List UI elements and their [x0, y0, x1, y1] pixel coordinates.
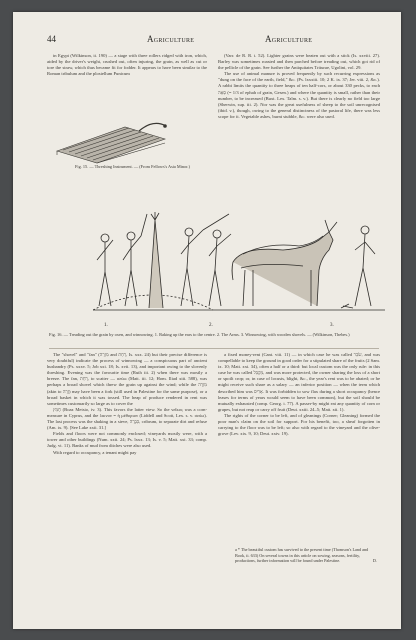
paragraph: in Egypt (Wilkinson, ii. 190) — a stage with three rollers ridged with iron, which, aided by the driver's weight, crushed out, often injuring, the grain, as well as cut or tore the straw, which thus became fit for fodder. It appears to have been similar to the Roman tribulum and the plostellum Punicum: [47, 53, 207, 77]
paragraph: The "shovel" and "fan" (מִזְרֶה and רַחַת, Is. xxx. 24) but their precise difference is very doubtful) indicate the process of winnowing — a conspicuous part of ancient husbandry (Ps. xxxv. 5; Job xxi. 18; Is. xvii. 13), and important owing to the slovenly threshing. Evening was the favourite time (Ruth iii. 2) when there was mostly a breeze. The fan, רַחַת, to scatter — σεύω (Matt. iii. 12; Hom. Iliad xiii. 588), was perhaps a broad shovel which threw the grain up against the wind; while the מִזְרֶה (akin to זָרָה) may have been a fork (still used in Palestine for the same purpose), or a broad basket in which it was tossed. The heap of produce rendered in rent was sometimes customarily so large as to cover the: [47, 352, 207, 406]
paragraph: With regard to occupancy, a tenant might pay: [53, 449, 137, 455]
text-column-bottom-right: [218, 352, 380, 542]
paragraph: חָמֵץ (Boaz Metsio, iv. 3). This favors the latter view. So the νεῖκος was a corn-measure in Cyprus, and the λικνον = ἡ μέθοριον (Liddell and Scott, Lex. s. v. σεύω). The last process was the shaking in a sieve, כְּבָרָה, cribrum, to separate dirt and refuse (Am. ix. 9). [See Lake xxii. 31.]: [47, 406, 207, 431]
paragraph: a fixed money-rent (Cant. viii. 11) — in which case he was called שֹׂכֵר, and was compellable to keep the ground in good order for a stipulated share of the fruits (2 Sam. ix. 10; Matt. xxi. 34), often a half or a third: but local custom was the only rule: in this case he was called מְקַבֵּל, and was more protected, the owner sharing the loss of a short or spoilt crop; or, in case of locusts, blight, &c., the year's rent was to be abated; or he might receive such share as a salary — an inferior position — when the term which described him was אָרִיס. It was forbidden to sow flax during a short occupancy (hence leases for terms of years would seem to have been common), but the soil should be mutually exhausted (comp. Georg. i. 77). A passer-by might eat any quantity of corn or grapes, but not reap or carry off fruit (Deut. xxiii. 24–5; Matt. xii. 1).: [218, 352, 380, 412]
page-header: [47, 34, 367, 46]
paragraph: The rights of the corner to be left, and of gleanings (Corner; Gleaning) formed the poor man's claim on the soil for support. For his benefit, too, a sheaf forgotten in carrying to the floor was to be left; so also with regard to the vineyard and the olive-grove (Lev. xix. 9, 10; Deut. xxiv. 19).: [218, 412, 380, 437]
page-number: 44: [47, 34, 56, 44]
threshing-instrument-illustration: [53, 117, 171, 165]
treading-and-winnowing-illustration: [93, 210, 385, 320]
divider: [49, 348, 379, 349]
figure-label-1: 1.: [104, 323, 108, 328]
book-page: [13, 12, 401, 629]
footnote-text: a * The beautiful custom has survived to the present time (Thomson's Land and Book, ii. 633) On several towns in this article on sowing, seasons, fertility, productions, further information will be found under Palestine.: [235, 547, 369, 563]
text-column-top-left-a: [47, 53, 207, 117]
paragraph: (Varr. de R. R. i. 52). Lighter grains were beaten out with a stick (Is. xxviii. 27). Barley was sometimes roasted and then parched before treading out, which got rid of the pellicle of the grain. See further the Antiquitates Triturae, Ugolini, vol. 29.: [218, 53, 380, 71]
signature: D.: [372, 558, 377, 563]
running-title-left: Agriculture: [147, 34, 195, 44]
running-title-right: Agriculture: [265, 34, 313, 44]
figure-15-caption: Fig. 15. — Threshing Instrument. — (From Fellows's Asia Minor.): [75, 164, 190, 169]
paragraph: The use of animal manure is proved frequently by such recurring expressions as "dung on the face of the earth, field," &c. (Ps. lxxxiii. 10; 2 K. ix. 37; Jer. viii. 2, &c.). A rabbi limits the quantity to three heaps of ten half-cors, or about 330 pecks, to each סְאָה (= 1/3 of ephah of grain, Gesen.) and where the quantity is small, rather than their number, to be increased (Buxt. Lex. Talm. s. v.). But there is clearly no field too large (Sherwin, sup. iii. 2). Nor was the great usefulness of sheep to the soil unrecognised (ibid. v.), though, owing to the general distinctness of the pastoral life, there was less scope for it. Vegetable ashes, burnt stubble, &c. were also used.: [218, 71, 380, 119]
figure-16-caption: Fig. 16. — Treading out the grain by oxen, and winnowing. 1. Raking up the ears to the centre. 2. The Arms. 3. Winnowing, with wooden shovels. — (Wilkinson, Thebes.): [49, 332, 350, 337]
text-column-bottom-left: [47, 352, 207, 602]
figure-label-3: 3.: [330, 323, 334, 328]
text-column-top-right: [218, 53, 380, 205]
text-column-top-left-b: [47, 172, 207, 202]
paragraph: Fields and floors were not commonly enclosed; vineyards mostly were, with a tower and other buildings (Num. xxii. 24; Ps. lxxx. 13; Is. v. 5; Matt. xxi. 33; comp. Judg. vi. 11). Banks of mud from ditches were also used.: [47, 431, 207, 449]
figure-label-2: 2.: [209, 323, 213, 328]
footnote: [235, 547, 377, 564]
